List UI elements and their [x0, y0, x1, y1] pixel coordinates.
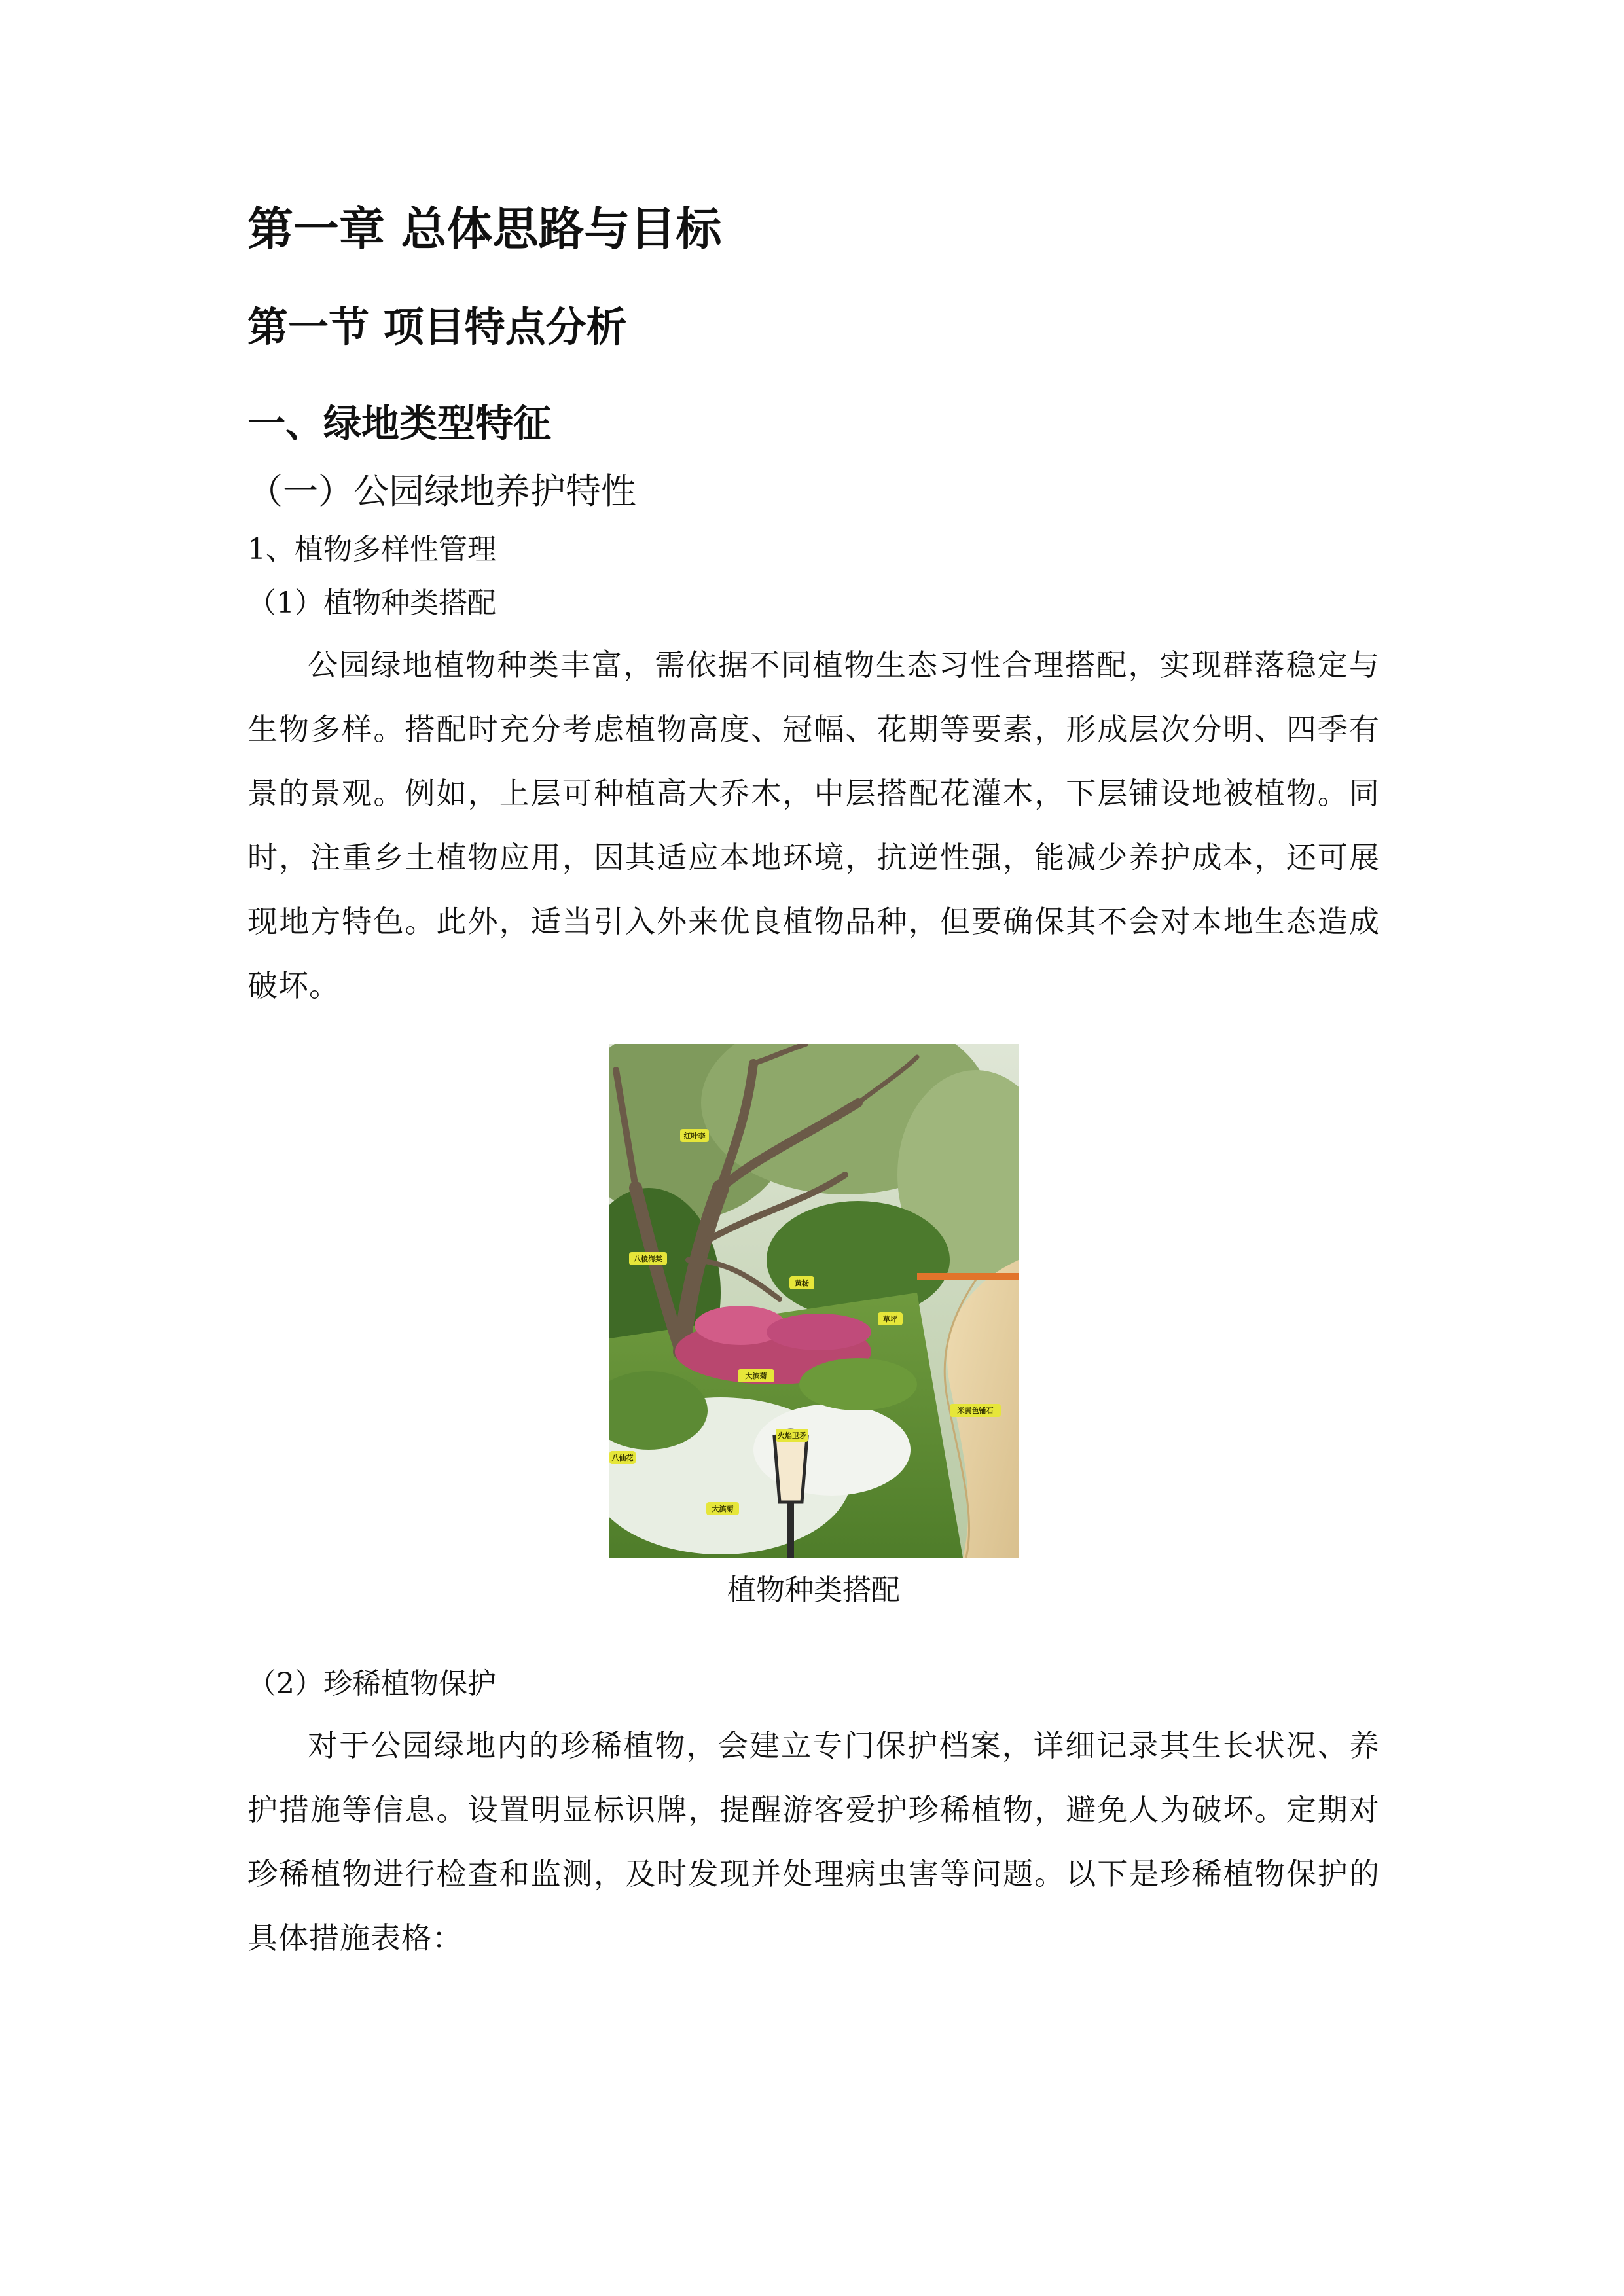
- garden-photo: [609, 1044, 1019, 1558]
- paragraph-plant-matching: 公园绿地植物种类丰富，需依据不同植物生态习性合理搭配，实现群落稳定与生物多样。搭配时充分考虑植物高度、冠幅、花期等要素，形成层次分明、四季有景的景观。例如，上层可种植高大乔木，中层搭配花灌木，下层铺设地被植物。同时，注重乡土植物应用，因其适应本地环境，抗逆性强，能减少养护成本，还可展现地方特色。此外，适当引入外来优良植物品种，但要确保其不会对本地生态造成破坏。: [247, 647, 1380, 1003]
- subitem-title-plant-matching: （1）植物种类搭配: [247, 586, 496, 620]
- figure-plant-matching: [247, 1044, 1380, 1617]
- svg-text:八仙花: 八仙花: [611, 1454, 633, 1462]
- photo-tag: [629, 1252, 667, 1265]
- photo-tag: [706, 1502, 739, 1515]
- svg-text:大滨菊: 大滨菊: [712, 1505, 733, 1513]
- page-content: [247, 196, 1380, 1970]
- svg-text:草坪: 草坪: [882, 1315, 897, 1323]
- photo-tag: [609, 1451, 636, 1464]
- svg-text:八棱海棠: 八棱海棠: [633, 1255, 662, 1263]
- chapter-title: 第一章 总体思路与目标: [247, 202, 722, 256]
- svg-text:火焰卫矛: 火焰卫矛: [777, 1431, 806, 1440]
- figure-caption: 植物种类搭配: [727, 1573, 900, 1607]
- subitem-title-rare-plant-protection: （2）珍稀植物保护: [247, 1667, 496, 1700]
- photo-tag: [738, 1369, 774, 1382]
- part-title: 一、绿地类型特征: [247, 401, 552, 446]
- section-title: 第一节 项目特点分析: [247, 303, 627, 351]
- photo-tag: [789, 1276, 814, 1289]
- photo-tag: [878, 1312, 903, 1325]
- svg-text:大滨菊: 大滨菊: [745, 1372, 767, 1380]
- photo-tag: [680, 1129, 709, 1142]
- photo-tag: [776, 1429, 808, 1442]
- paragraph-rare-plant-protection: 对于公园绿地内的珍稀植物，会建立专门保护档案，详细记录其生长状况、养护措施等信息。设置明显标识牌，提醒游客爱护珍稀植物，避免人为破坏。定期对珍稀植物进行检查和监测，及时发现并处理病虫害等问题。以下是珍稀植物保护的具体措施表格：: [247, 1728, 1380, 1956]
- photo-tag: [950, 1404, 1001, 1417]
- subpart-title: （一）公园绿地养护特性: [247, 471, 636, 512]
- svg-text:红叶李: 红叶李: [683, 1132, 705, 1140]
- item-title: 1、植物多样性管理: [247, 533, 496, 566]
- svg-text:黄杨: 黄杨: [794, 1279, 809, 1287]
- svg-text:米黄色铺石: 米黄色铺石: [957, 1407, 993, 1415]
